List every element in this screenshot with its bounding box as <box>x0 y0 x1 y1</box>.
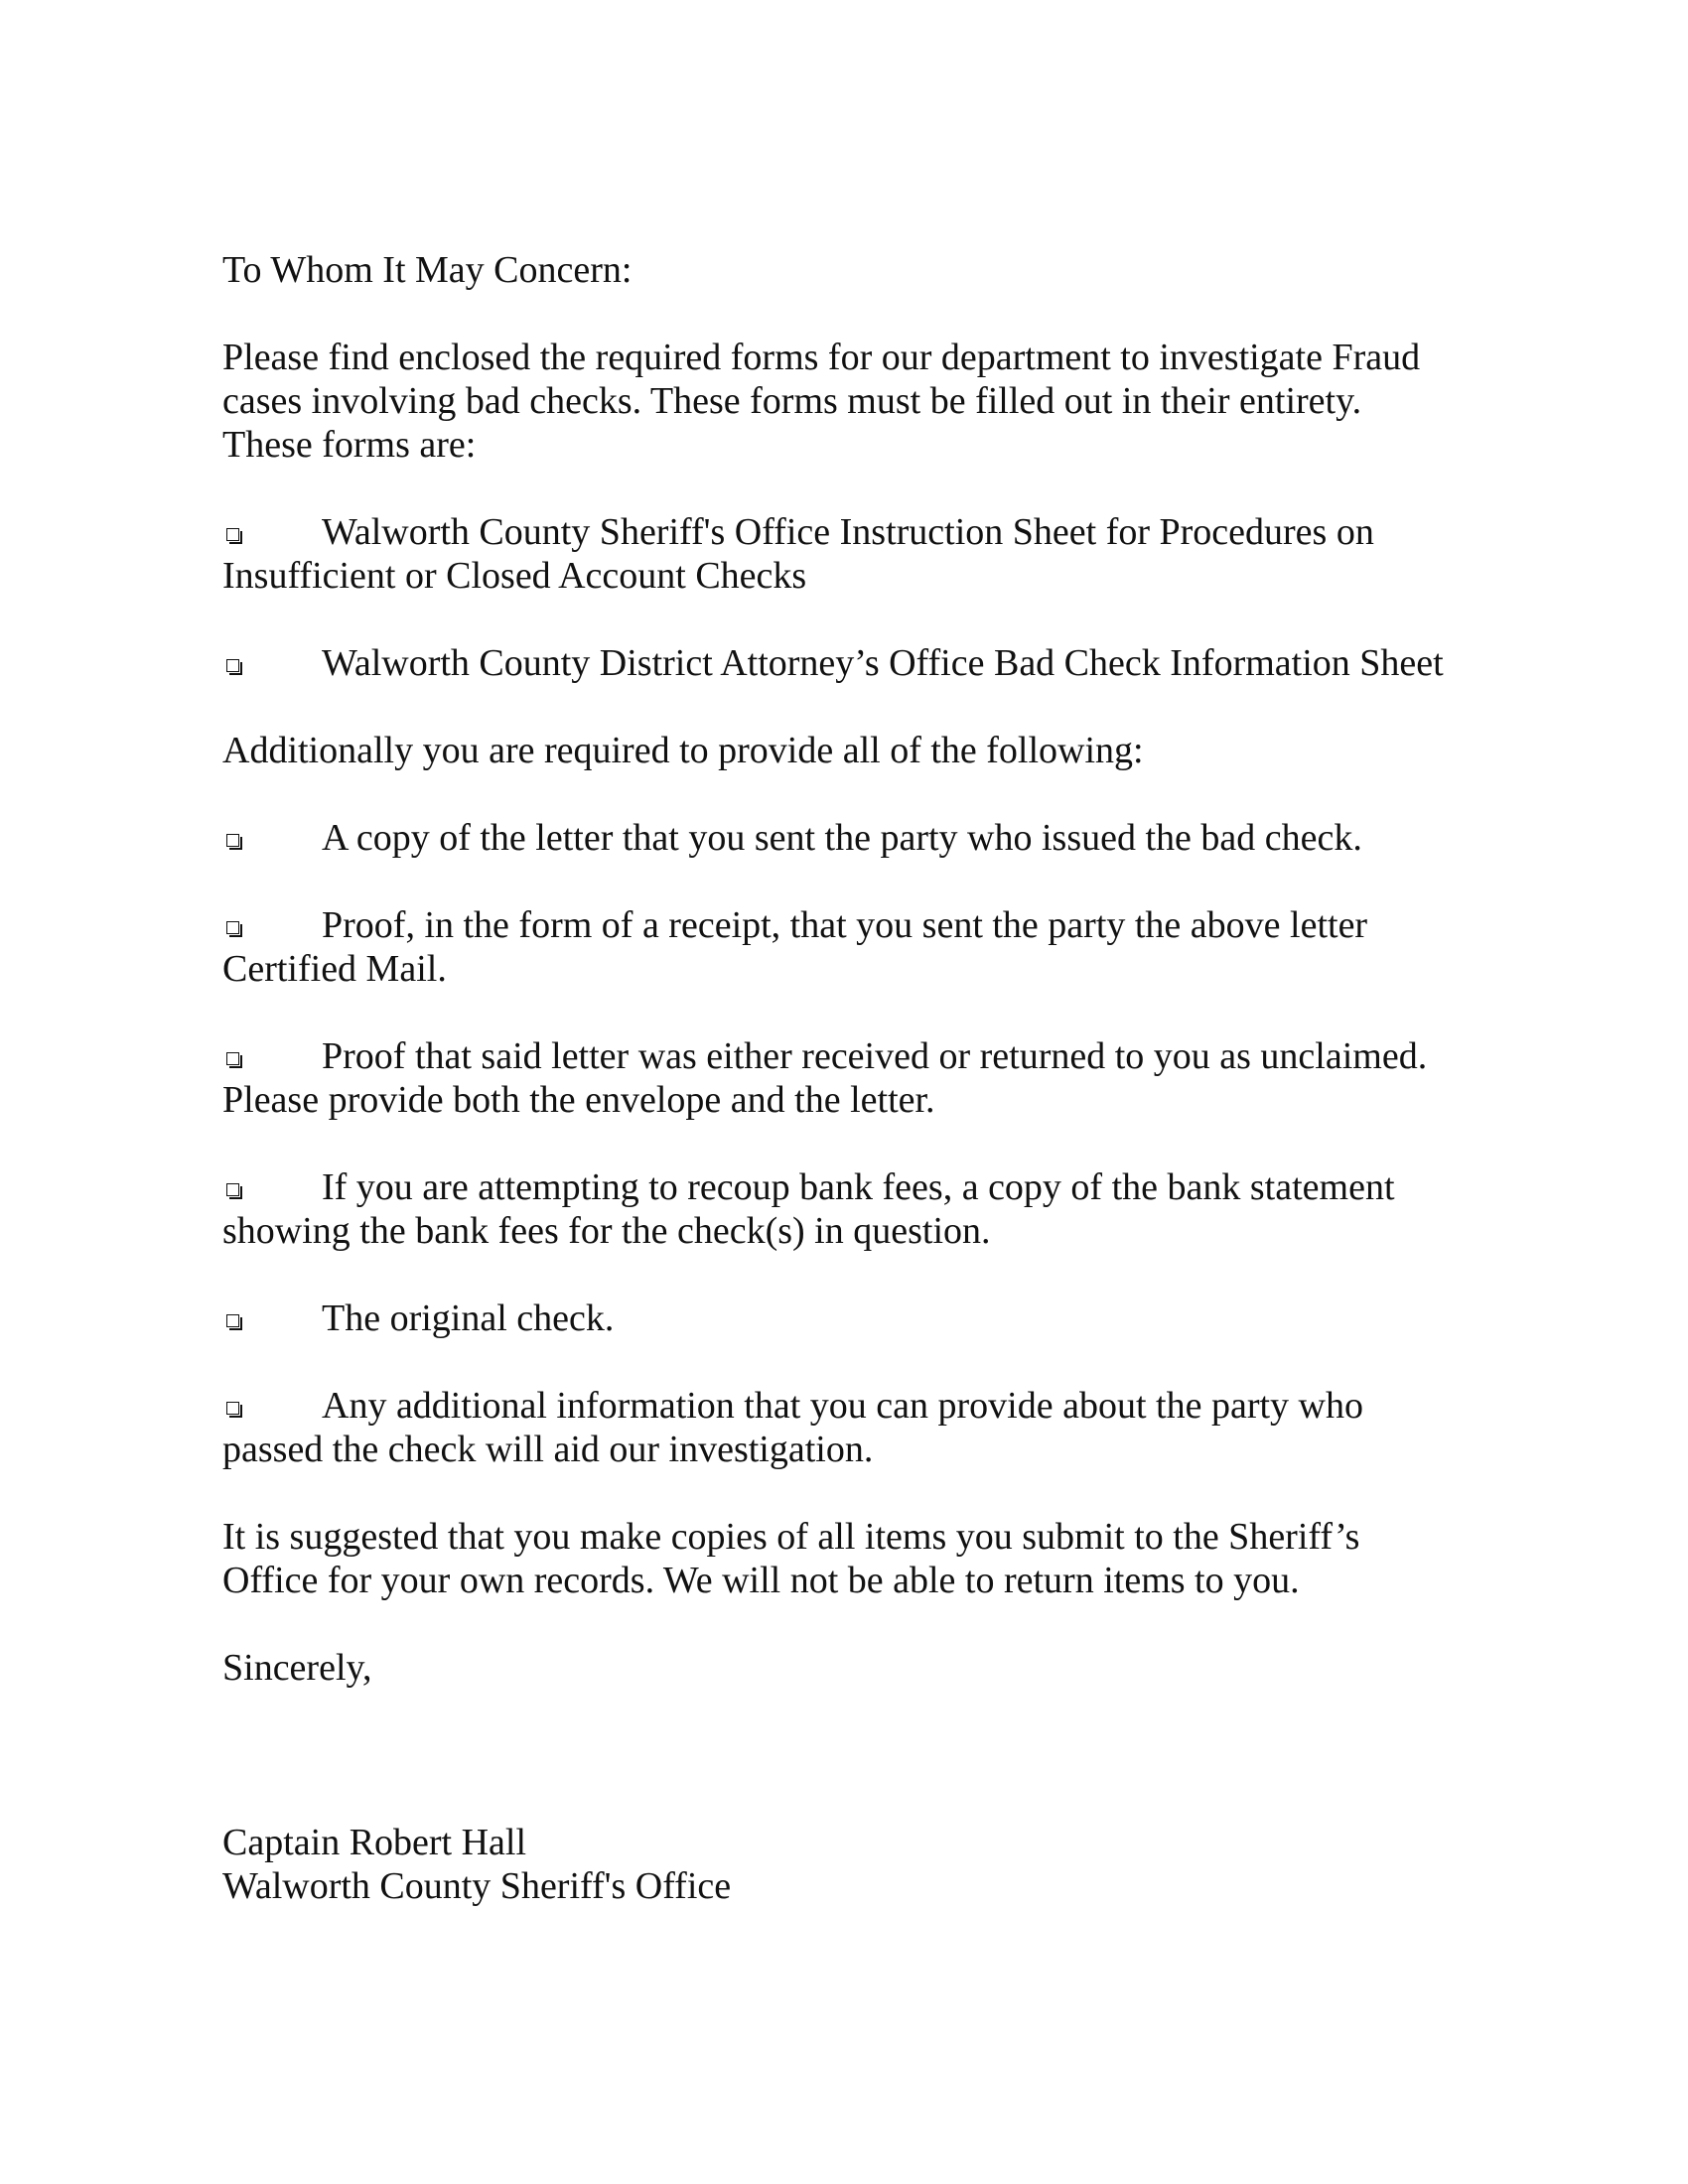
requirement-text: The original check. <box>322 1297 615 1339</box>
requirement-item <box>222 1165 1513 1253</box>
closing-note-line: It is suggested that you make copies of all items you submit to the Sheriff’s <box>222 1516 1360 1558</box>
form-item-continuation: Insufficient or Closed Account Checks <box>222 555 807 597</box>
checkbox-bullet-icon <box>226 1402 239 1415</box>
requirement-item <box>222 1034 1513 1122</box>
signatory-office: Walworth County Sheriff's Office <box>222 1865 732 1907</box>
checkbox-bullet-icon <box>226 1314 239 1327</box>
sign-off: Sincerely, <box>222 1647 372 1689</box>
requirement-continuation: Certified Mail. <box>222 948 447 990</box>
requirement-continuation: Please provide both the envelope and the letter. <box>222 1079 935 1121</box>
requirement-item <box>222 816 1513 860</box>
closing-note-line: Office for your own records. We will not be able to return items to you. <box>222 1560 1300 1601</box>
checkbox-bullet-icon <box>226 659 239 672</box>
requirement-text: Proof, in the form of a receipt, that you sent the party the above letter <box>322 904 1368 946</box>
requirement-item <box>222 1384 1513 1471</box>
checkbox-bullet-icon <box>226 1052 239 1065</box>
form-item <box>222 641 1513 685</box>
form-item <box>222 510 1513 598</box>
additional-heading: Additionally you are required to provide all of the following: <box>222 730 1144 771</box>
intro-line: Please find enclosed the required forms for our department to investigate Fraud <box>222 337 1421 378</box>
requirement-item <box>222 1297 1513 1340</box>
requirement-continuation: showing the bank fees for the check(s) in question. <box>222 1210 991 1252</box>
requirement-item <box>222 903 1513 991</box>
checkbox-bullet-icon <box>226 1183 239 1196</box>
intro-line: cases involving bad checks. These forms must be filled out in their entirety. <box>222 380 1362 422</box>
checkbox-bullet-icon <box>226 834 239 847</box>
requirement-continuation: passed the check will aid our investigation. <box>222 1429 874 1470</box>
intro-line: These forms are: <box>222 424 477 466</box>
checkbox-bullet-icon <box>226 921 239 934</box>
letter-body <box>222 248 1513 1908</box>
intro-paragraph <box>222 336 1513 467</box>
requirement-text: A copy of the letter that you sent the party who issued the bad check. <box>322 817 1362 859</box>
checkbox-bullet-icon <box>226 528 239 541</box>
requirement-text: Any additional information that you can provide about the party who <box>322 1385 1363 1427</box>
salutation: To Whom It May Concern: <box>222 249 633 291</box>
closing-note <box>222 1515 1513 1602</box>
form-item-text: Walworth County Sheriff's Office Instruction Sheet for Procedures on <box>322 511 1374 553</box>
requirement-text: Proof that said letter was either received or returned to you as unclaimed. <box>322 1035 1428 1077</box>
signatory-name: Captain Robert Hall <box>222 1822 527 1863</box>
requirement-text: If you are attempting to recoup bank fees, a copy of the bank statement <box>322 1166 1395 1208</box>
form-item-text: Walworth County District Attorney’s Office Bad Check Information Sheet <box>322 642 1444 684</box>
